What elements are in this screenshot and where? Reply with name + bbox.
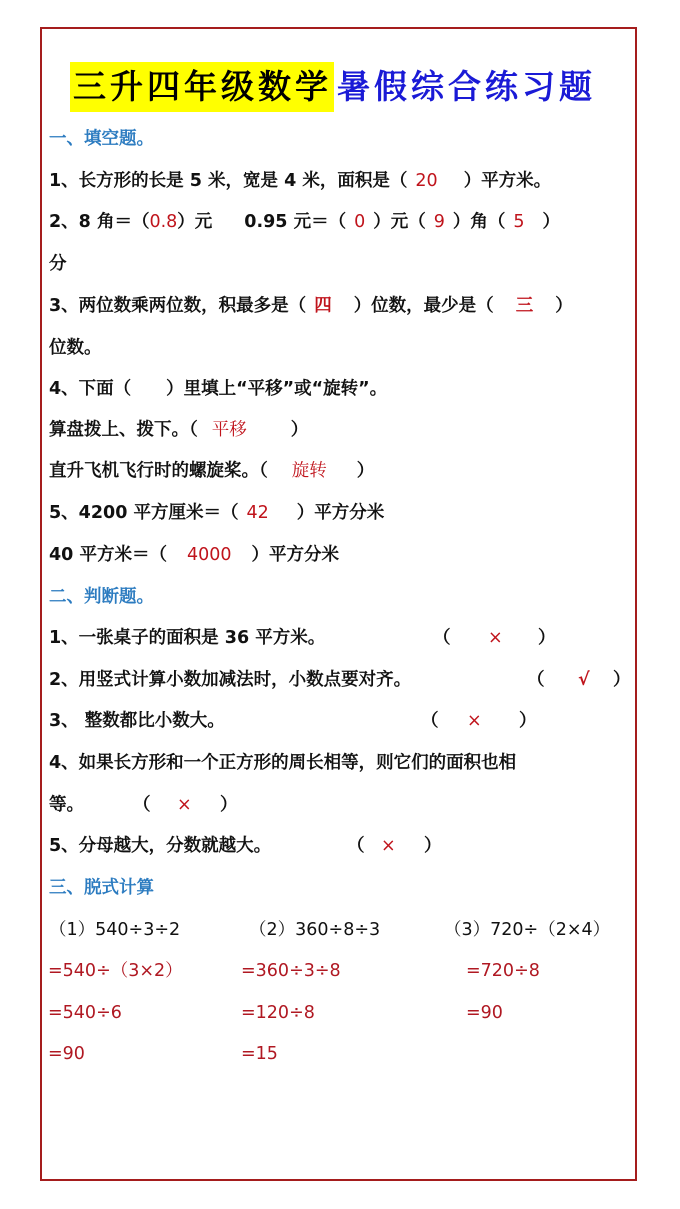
calc-step: =540÷（3×2） [48, 961, 183, 981]
question-text: 3、 整数都比小数大。 [49, 711, 225, 731]
section-heading-true-false: 二、判断题。 [49, 587, 154, 607]
question-text: 5、分母越大，分数就越大。 [49, 836, 272, 856]
question-1-1 [49, 167, 551, 195]
question-1-4-sub1 [49, 416, 308, 444]
bracket-close: ） [519, 711, 537, 731]
answer-mark: × [177, 795, 192, 815]
answer: 42 [246, 503, 269, 523]
question-text: 1、一张桌子的面积是 36 平方米。 [49, 628, 326, 648]
section-heading-calculation: 三、脱式计算 [49, 878, 154, 898]
calc-question-1: （1）540÷3÷2 [49, 920, 181, 940]
judge-item-2 [49, 666, 411, 694]
question-1-5-sub1 [49, 499, 384, 527]
calc-question-2: （2）360÷8÷3 [249, 920, 381, 940]
question-1-5-sub2 [49, 541, 339, 569]
question-text: ）角（ [452, 212, 506, 232]
question-text: ） [290, 420, 309, 440]
answer: 0.8 [149, 212, 178, 232]
question-text: 1、长方形的长是 5 米，宽是 4 米，面积是（ [49, 171, 408, 191]
question-text: ）元 [177, 212, 213, 232]
answer: 三 [515, 296, 534, 316]
question-1-4-stem: 4、下面（ ）里填上“平移”或“旋转”。 [49, 379, 388, 399]
bracket-open: （ [133, 795, 151, 815]
answer: 4000 [186, 545, 232, 565]
question-1-3 [49, 292, 573, 320]
calc-question-3: （3）720÷（2×4） [444, 920, 611, 940]
question-1-4-sub2 [49, 457, 374, 485]
question-text: 4、如果长方形和一个正方形的周长相等，则它们的面积也相 [49, 753, 517, 773]
section-heading-fill-blank: 一、填空题。 [49, 129, 154, 149]
calc-step: =15 [241, 1044, 278, 1064]
question-text: ） [542, 212, 560, 232]
question-text: ）位数，最少是（ [353, 296, 494, 316]
bracket-close: ） [613, 670, 631, 690]
question-text: 5、4200 平方厘米＝（ [49, 503, 239, 523]
question-text: 0.95 元＝（ [244, 212, 347, 232]
answer: 旋转 [291, 461, 327, 481]
question-text: ） [356, 461, 375, 481]
judge-item-3 [49, 707, 225, 735]
calc-step: =90 [48, 1044, 85, 1064]
question-text: 直升飞机飞行时的螺旋桨。（ [49, 461, 268, 481]
calc-step: =120÷8 [241, 1003, 315, 1023]
bracket-open: （ [347, 836, 365, 856]
judge-item-4 [49, 749, 516, 777]
bracket-close: ） [424, 836, 442, 856]
calc-step: =360÷3÷8 [241, 961, 341, 981]
question-text: 40 平方米＝（ [49, 545, 167, 565]
question-text: ）平方分米 [251, 545, 339, 565]
answer-mark: × [488, 628, 503, 648]
answer: 9 [433, 212, 445, 232]
answer: 四 [314, 296, 332, 316]
calc-step: =540÷6 [48, 1003, 122, 1023]
answer: 20 [415, 171, 438, 191]
answer: 5 [513, 212, 525, 232]
judge-item-5 [49, 832, 271, 860]
question-text: 算盘拨上、拨下。（ [49, 420, 198, 440]
answer: 0 [354, 212, 366, 232]
question-1-3-wrap: 位数。 [49, 338, 102, 358]
bracket-open: （ [433, 628, 451, 648]
answer-mark: × [381, 836, 396, 856]
question-1-2-wrap: 分 [49, 254, 67, 274]
answer-mark: × [467, 711, 482, 731]
bracket-close: ） [220, 795, 238, 815]
title-highlighted: 三升四年级数学 [70, 62, 334, 112]
question-text: ）平方米。 [463, 171, 552, 191]
judge-item-1 [49, 624, 325, 652]
bracket-open: （ [527, 670, 545, 690]
bracket-close: ） [538, 628, 556, 648]
bracket-open: （ [421, 711, 439, 731]
question-text: ）平方分米 [296, 503, 385, 523]
calc-step: =720÷8 [466, 961, 540, 981]
page-title [70, 62, 596, 112]
answer-mark: √ [578, 670, 590, 690]
question-text: 3、两位数乘两位数，积最多是（ [49, 296, 307, 316]
answer: 平移 [211, 420, 247, 440]
judge-item-4-wrap: 等。 [49, 795, 84, 815]
question-text: ） [555, 296, 573, 316]
question-1-2 [49, 208, 560, 236]
question-text: 2、用竖式计算小数加减法时，小数点要对齐。 [49, 670, 412, 690]
question-text: ）元（ [373, 212, 426, 232]
calc-step: =90 [466, 1003, 503, 1023]
question-text: 2、8 角＝（ [49, 212, 150, 232]
title-rest: 暑假综合练习题 [337, 67, 596, 106]
